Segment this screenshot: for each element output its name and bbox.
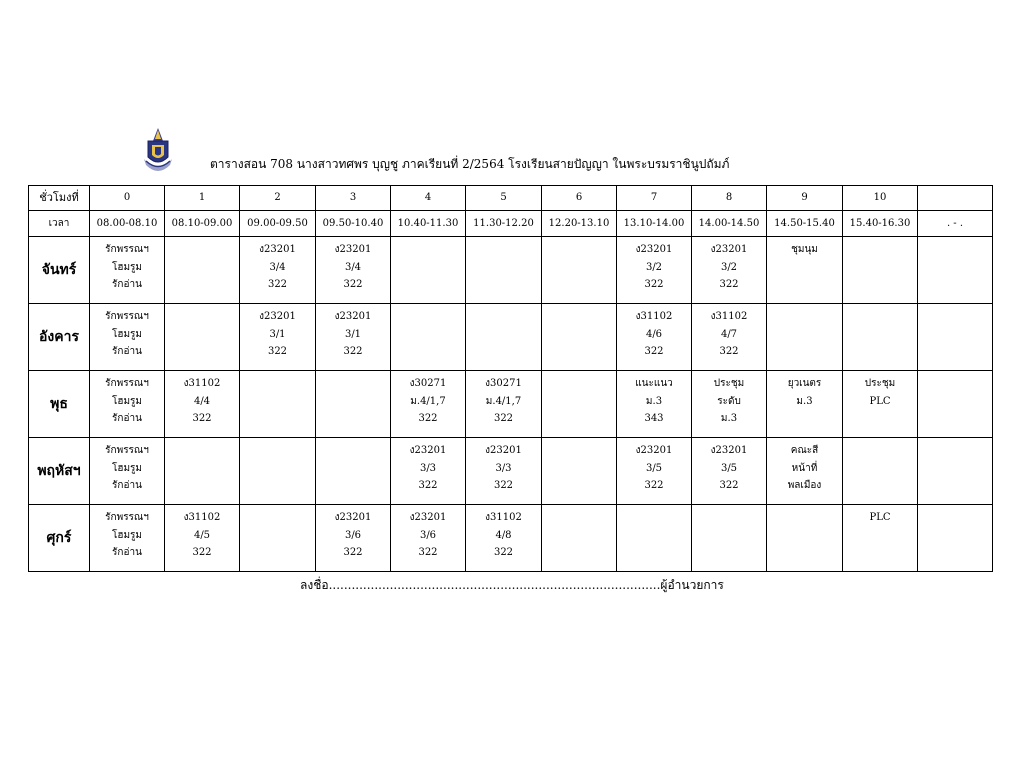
timetable-cell [391, 505, 466, 572]
timetable-cell [165, 438, 240, 505]
day-name: พุธ [29, 371, 90, 438]
cell-line: ง23201 [409, 445, 447, 456]
timetable-cell [617, 304, 692, 371]
cell-line: ง23201 [259, 311, 296, 322]
cell-line: รักอ่าน [112, 480, 142, 491]
cell-line: ม.3 [645, 395, 663, 407]
cell-line: โฮมรูม [111, 261, 143, 273]
day-row [29, 304, 993, 371]
timetable-cell [617, 505, 692, 572]
cell-line: 322 [644, 480, 664, 491]
day-name: ศุกร์ [29, 505, 90, 572]
cell-line: 3/4 [344, 261, 362, 273]
cell-line: 322 [644, 346, 664, 357]
cell-line: 3/4 [269, 261, 286, 273]
cell-line: ง23201 [635, 244, 673, 255]
timetable [28, 185, 993, 572]
cell-line: 322 [267, 346, 288, 357]
cell-line: 322 [719, 279, 739, 290]
cell-line: 322 [192, 413, 212, 424]
cell-line: ง31102 [710, 311, 748, 322]
cell-line: รักพรรณฯ [105, 311, 149, 322]
cell-line: โฮมรูม [111, 328, 143, 340]
timetable-cell [316, 438, 391, 505]
period-number: 7 [617, 186, 692, 211]
timetable-cell [918, 237, 993, 304]
cell-line: 322 [343, 346, 363, 357]
period-number: 8 [692, 186, 767, 211]
cell-line: รักพรรณฯ [105, 445, 149, 456]
cell-line: รักอ่าน [112, 279, 142, 290]
cell-line: 343 [644, 413, 664, 424]
cell-line: ม.3 [796, 395, 813, 407]
cell-line: 322 [343, 547, 363, 558]
period-number: 1 [165, 186, 240, 211]
day-name: อังคาร [29, 304, 90, 371]
period-time: 09.00-09.50 [240, 211, 316, 237]
timetable-cell [240, 237, 316, 304]
cell-line: ง23201 [710, 445, 748, 456]
timetable-cell [240, 304, 316, 371]
timetable-cell [466, 304, 542, 371]
time-row [29, 211, 993, 237]
day-row [29, 371, 993, 438]
cell-line: โฮมรูม [111, 395, 143, 407]
timetable-cell [692, 237, 767, 304]
cell-line: 322 [719, 346, 739, 357]
cell-line: 322 [192, 547, 212, 558]
timetable-cell [918, 438, 993, 505]
timetable-cell [767, 237, 843, 304]
timetable-cell [316, 237, 391, 304]
timetable-cell [767, 438, 843, 505]
school-emblem-icon [141, 127, 175, 173]
cell-line: 322 [343, 279, 363, 290]
timetable-cell [617, 237, 692, 304]
timetable-cell [542, 505, 617, 572]
timetable-cell [918, 371, 993, 438]
timetable-cell [316, 505, 391, 572]
timetable-cell [843, 237, 918, 304]
cell-line: 3/5 [645, 462, 663, 474]
timetable-cell [391, 237, 466, 304]
timetable-cell [542, 304, 617, 371]
timetable-cell [692, 371, 767, 438]
cell-line: 3/3 [495, 462, 512, 474]
cell-line: 3/2 [720, 261, 738, 273]
timetable-cell [90, 371, 165, 438]
timetable-cell [165, 505, 240, 572]
cell-line: รักอ่าน [112, 346, 142, 357]
cell-line: 3/1 [269, 328, 286, 340]
cell-line: โฮมรูม [111, 529, 143, 541]
cell-line: รักอ่าน [112, 547, 142, 558]
cell-line: คณะสี [790, 445, 819, 456]
timetable-cell [165, 371, 240, 438]
timetable-cell [391, 438, 466, 505]
cell-line: หน้าที่ [791, 462, 818, 474]
cell-line: 3/1 [344, 328, 362, 340]
period-time: 14.50-15.40 [767, 211, 843, 237]
cell-line: 4/4 [193, 395, 211, 407]
cell-line: ง31102 [485, 512, 522, 523]
cell-line: 322 [418, 413, 438, 424]
period-time: 10.40-11.30 [391, 211, 466, 237]
page-title: ตารางสอน 708 นางสาวทศพร บุญชู ภาคเรียนที่ 2/2564 โรงเรียนสายปัญญา ในพระบรมราชินูปถัมภ์ [210, 157, 730, 171]
signature-line: ลงชื่อ.......................................................................................ผู้อำนวยการ [300, 578, 724, 592]
cell-line: 3/6 [344, 529, 362, 541]
timetable-cell [391, 304, 466, 371]
cell-line: ง23201 [485, 445, 522, 456]
timetable-cell [542, 371, 617, 438]
timetable-cell [90, 438, 165, 505]
period-number: 6 [542, 186, 617, 211]
period-time: . - . [918, 211, 993, 237]
cell-line: 322 [418, 480, 438, 491]
cell-line: ประชุม [713, 378, 745, 389]
cell-line: โฮมรูม [111, 462, 143, 474]
period-time: 13.10-14.00 [617, 211, 692, 237]
cell-line: ม.3 [720, 413, 738, 424]
period-time: 12.20-13.10 [542, 211, 617, 237]
timetable-cell [391, 371, 466, 438]
cell-line: 322 [493, 480, 514, 491]
timetable-cell [90, 237, 165, 304]
timetable-cell [767, 371, 843, 438]
timetable-cell [90, 304, 165, 371]
period-time: 11.30-12.20 [466, 211, 542, 237]
period-number: 5 [466, 186, 542, 211]
timetable-cell [466, 371, 542, 438]
cell-line: ง23201 [334, 244, 372, 255]
day-name: จันทร์ [29, 237, 90, 304]
cell-line: รักพรรณฯ [105, 378, 149, 389]
period-number: 4 [391, 186, 466, 211]
cell-line: ระดับ [717, 395, 741, 407]
cell-line: 4/7 [720, 328, 738, 340]
timetable-cell [918, 505, 993, 572]
timetable-cell [466, 505, 542, 572]
period-label: ชั่วโมงที่ [29, 186, 90, 211]
timetable-cell [843, 438, 918, 505]
period-number: 9 [767, 186, 843, 211]
timetable-cell [692, 505, 767, 572]
period-time: 08.10-09.00 [165, 211, 240, 237]
period-row [29, 186, 993, 211]
cell-line: ม.4/1,7 [485, 395, 522, 407]
timetable-cell [617, 371, 692, 438]
period-time: 14.00-14.50 [692, 211, 767, 237]
timetable-cell [316, 371, 391, 438]
timetable-cell [542, 438, 617, 505]
cell-line: แนะแนว [635, 378, 673, 389]
cell-line: ง30271 [485, 378, 522, 389]
timetable-cell [918, 304, 993, 371]
timetable-cell [692, 304, 767, 371]
cell-line: PLC [869, 512, 891, 523]
day-name: พฤหัสฯ [29, 438, 90, 505]
cell-line: รักพรรณฯ [105, 244, 149, 255]
cell-line: ชุมนุม [791, 244, 818, 255]
cell-line: ประชุม [864, 378, 896, 389]
timetable-cell [240, 438, 316, 505]
cell-line: 322 [719, 480, 739, 491]
timetable-cell [165, 304, 240, 371]
cell-line: ม.4/1,7 [410, 395, 446, 407]
timetable-cell [843, 304, 918, 371]
cell-line: 3/2 [645, 261, 663, 273]
cell-line: 3/3 [419, 462, 437, 474]
timetable-cell [316, 304, 391, 371]
cell-line: ง30271 [409, 378, 447, 389]
period-number: 3 [316, 186, 391, 211]
cell-line: ง23201 [635, 445, 673, 456]
cell-line: ง31102 [635, 311, 673, 322]
period-time: 09.50-10.40 [316, 211, 391, 237]
cell-line: 322 [493, 547, 514, 558]
timetable-cell [767, 505, 843, 572]
cell-line: 4/8 [495, 529, 512, 541]
timetable-cell [692, 438, 767, 505]
cell-line: 322 [644, 279, 664, 290]
timetable-cell [466, 438, 542, 505]
period-time: 08.00-08.10 [90, 211, 165, 237]
timetable-cell [466, 237, 542, 304]
cell-line: รักพรรณฯ [105, 512, 149, 523]
cell-line: 4/6 [645, 328, 663, 340]
cell-line: 3/6 [419, 529, 437, 541]
cell-line: 3/5 [720, 462, 738, 474]
cell-line: ง23201 [334, 311, 372, 322]
cell-line: ง23201 [710, 244, 748, 255]
day-row [29, 237, 993, 304]
timetable-cell [240, 505, 316, 572]
period-number: 0 [90, 186, 165, 211]
day-row [29, 505, 993, 572]
cell-line: ยุวเนตร [787, 378, 822, 389]
timetable-cell [843, 505, 918, 572]
cell-line: พลเมือง [787, 480, 822, 491]
cell-line: 4/5 [193, 529, 211, 541]
cell-line: ง31102 [183, 378, 221, 389]
cell-line: ง23201 [334, 512, 372, 523]
timetable-cell [240, 371, 316, 438]
timetable-cell [617, 438, 692, 505]
timetable-cell [165, 237, 240, 304]
period-time: 15.40-16.30 [843, 211, 918, 237]
timetable-cell [843, 371, 918, 438]
cell-line: รักอ่าน [112, 413, 142, 424]
timetable-cell [90, 505, 165, 572]
cell-line: ง23201 [259, 244, 296, 255]
period-number [918, 186, 993, 211]
cell-line: 322 [418, 547, 438, 558]
timetable-cell [767, 304, 843, 371]
timetable-cell [542, 237, 617, 304]
period-number: 2 [240, 186, 316, 211]
day-row [29, 438, 993, 505]
cell-line: ง23201 [409, 512, 447, 523]
cell-line: 322 [267, 279, 288, 290]
time-label: เวลา [29, 211, 90, 237]
period-number: 10 [843, 186, 918, 211]
cell-line: 322 [493, 413, 514, 424]
cell-line: PLC [869, 395, 891, 407]
cell-line: ง31102 [183, 512, 221, 523]
